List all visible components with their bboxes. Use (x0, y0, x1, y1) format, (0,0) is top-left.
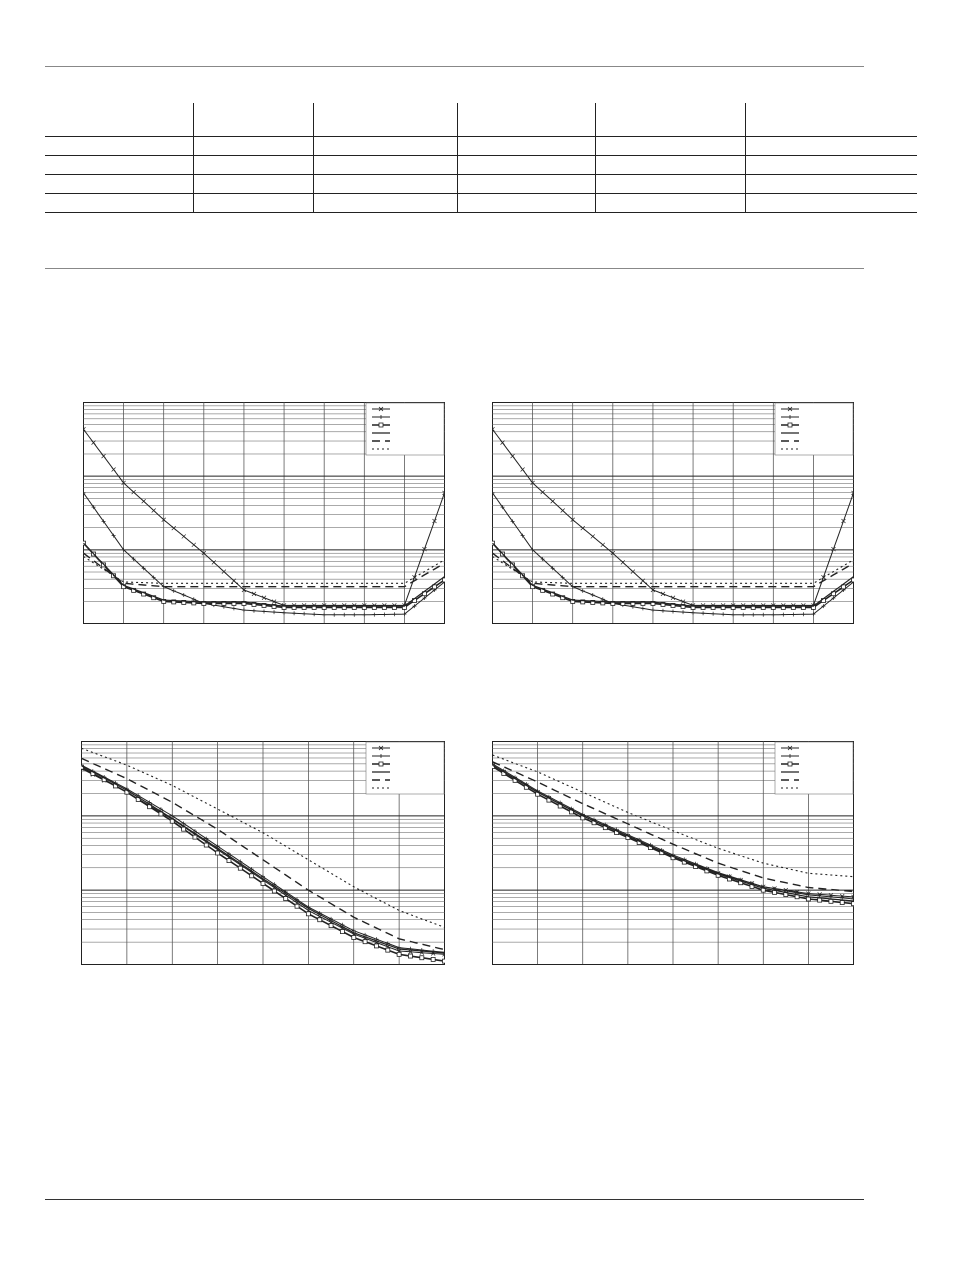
data-point-plus (751, 613, 755, 617)
table-cell (746, 156, 918, 175)
chart-bottom-left (81, 741, 445, 965)
data-point-x (581, 526, 585, 530)
legend-box (775, 403, 853, 455)
data-point-plus (731, 613, 735, 617)
table-cell (596, 137, 746, 156)
table-cell (746, 103, 918, 137)
data-point-square (408, 954, 412, 958)
data-point-square (261, 881, 265, 885)
data-point-plus (581, 589, 585, 593)
data-point-square (306, 912, 310, 916)
data-point-plus (292, 611, 296, 615)
table-cell (45, 175, 194, 194)
data-point-plus (691, 611, 695, 615)
series-line-5 (84, 553, 445, 587)
data-point-square (238, 866, 242, 870)
table-cell (596, 156, 746, 175)
data-point-x (551, 499, 555, 503)
data-point-plus (661, 609, 665, 613)
table-cell (45, 194, 194, 213)
data-point-plus (671, 609, 675, 613)
data-point-plus (262, 609, 266, 613)
table-cell (458, 194, 596, 213)
data-point-x (112, 467, 116, 471)
chart-bottom-right (492, 741, 854, 965)
data-point-plus (242, 608, 246, 612)
chart-top-right (492, 402, 854, 624)
data-point-square (250, 874, 254, 878)
data-point-square (431, 957, 435, 961)
legend-marker-square (379, 762, 383, 766)
data-point-square (374, 944, 378, 948)
data-point-plus (172, 589, 176, 593)
data-point-square (193, 835, 197, 839)
data-point-x (621, 560, 625, 564)
data-point-x (132, 490, 136, 494)
table-cell (746, 194, 918, 213)
legend-box (775, 742, 853, 794)
table-cell (458, 175, 596, 194)
data-point-x (212, 560, 216, 564)
data-point-square (295, 904, 299, 908)
data-point-plus (232, 606, 236, 610)
data-point-square (818, 898, 822, 902)
data-point-x (92, 441, 96, 445)
data-point-plus (342, 613, 346, 617)
data-point-plus (372, 613, 376, 617)
data-point-x (142, 499, 146, 503)
data-point-x (501, 441, 505, 445)
data-point-x (561, 508, 565, 512)
data-point-plus (651, 608, 655, 612)
legend-marker-square (788, 423, 792, 427)
table-cell (746, 137, 918, 156)
data-point-plus (791, 612, 795, 616)
section-rule (45, 268, 864, 269)
legend-marker-square (379, 423, 383, 427)
legend-marker-square (788, 762, 792, 766)
legend-box (366, 403, 444, 455)
legend-box (366, 742, 444, 794)
data-point-plus (681, 610, 685, 614)
table-cell (596, 103, 746, 137)
series-line-2 (493, 493, 854, 615)
series-line-5 (493, 553, 854, 587)
data-point-x (102, 454, 106, 458)
table-cell (45, 137, 194, 156)
data-point-square (363, 940, 367, 944)
data-point-x (511, 454, 515, 458)
data-point-square (397, 952, 401, 956)
table-cell (194, 103, 314, 137)
data-point-square (182, 827, 186, 831)
data-point-square (318, 918, 322, 922)
data-point-plus (761, 613, 765, 617)
data-point-plus (701, 611, 705, 615)
data-point-plus (272, 610, 276, 614)
table-cell (194, 156, 314, 175)
table-cell (314, 175, 458, 194)
data-point-square (329, 924, 333, 928)
top-rule (45, 66, 864, 67)
series-line-4 (493, 543, 854, 606)
table-row (45, 175, 917, 194)
data-point-plus (741, 613, 745, 617)
data-point-x (172, 526, 176, 530)
data-point-square (443, 959, 446, 963)
table-cell (45, 103, 194, 137)
data-point-plus (801, 612, 805, 616)
data-point-x (521, 467, 525, 471)
table-cell (314, 156, 458, 175)
data-point-plus (721, 612, 725, 616)
table-cell (314, 103, 458, 137)
table-cell (596, 175, 746, 194)
data-point-square (216, 851, 220, 855)
table-cell (746, 175, 918, 194)
table-cell (314, 194, 458, 213)
data-point-square (204, 843, 208, 847)
data-point-plus (591, 593, 595, 597)
bottom-rule (45, 1199, 864, 1200)
table-cell (314, 137, 458, 156)
data-point-square (420, 956, 424, 960)
table-cell (458, 137, 596, 156)
table-row (45, 156, 917, 175)
data-point-x (182, 534, 186, 538)
table-cell (194, 175, 314, 194)
series-line-4 (84, 543, 445, 606)
data-point-plus (781, 613, 785, 617)
data-point-plus (282, 611, 286, 615)
data-point-x (192, 543, 196, 547)
data-point-plus (322, 613, 326, 617)
spec-table (45, 103, 864, 213)
data-point-x (601, 543, 605, 547)
data-point-plus (362, 613, 366, 617)
data-point-square (352, 935, 356, 939)
data-point-plus (312, 612, 316, 616)
data-point-x (641, 579, 645, 583)
data-point-plus (302, 612, 306, 616)
data-point-plus (641, 606, 645, 610)
data-point-plus (352, 613, 356, 617)
table-row (45, 137, 917, 156)
data-point-x (222, 570, 226, 574)
data-point-x (591, 534, 595, 538)
data-point-square (443, 578, 446, 582)
data-point-plus (392, 612, 396, 616)
data-point-x (152, 508, 156, 512)
table-cell (45, 156, 194, 175)
table-cell (458, 103, 596, 137)
data-point-square (284, 897, 288, 901)
series-line-2 (84, 493, 445, 615)
chart-top-left (83, 402, 445, 624)
table-cell (458, 156, 596, 175)
data-point-square (852, 902, 855, 906)
table-cell (194, 194, 314, 213)
data-point-square (852, 578, 855, 582)
data-point-square (340, 930, 344, 934)
data-point-x (541, 490, 545, 494)
data-point-square (840, 900, 844, 904)
data-point-square (227, 859, 231, 863)
data-point-plus (182, 593, 186, 597)
data-point-plus (332, 613, 336, 617)
data-point-square (272, 889, 276, 893)
data-point-plus (711, 612, 715, 616)
data-point-plus (382, 612, 386, 616)
table-header-row (45, 103, 917, 137)
data-point-square (386, 948, 390, 952)
data-point-x (631, 570, 635, 574)
table-cell (596, 194, 746, 213)
data-point-plus (252, 609, 256, 613)
table-cell (194, 137, 314, 156)
data-point-x (232, 579, 236, 583)
data-point-square (829, 899, 833, 903)
data-point-plus (771, 613, 775, 617)
table-row (45, 194, 917, 213)
